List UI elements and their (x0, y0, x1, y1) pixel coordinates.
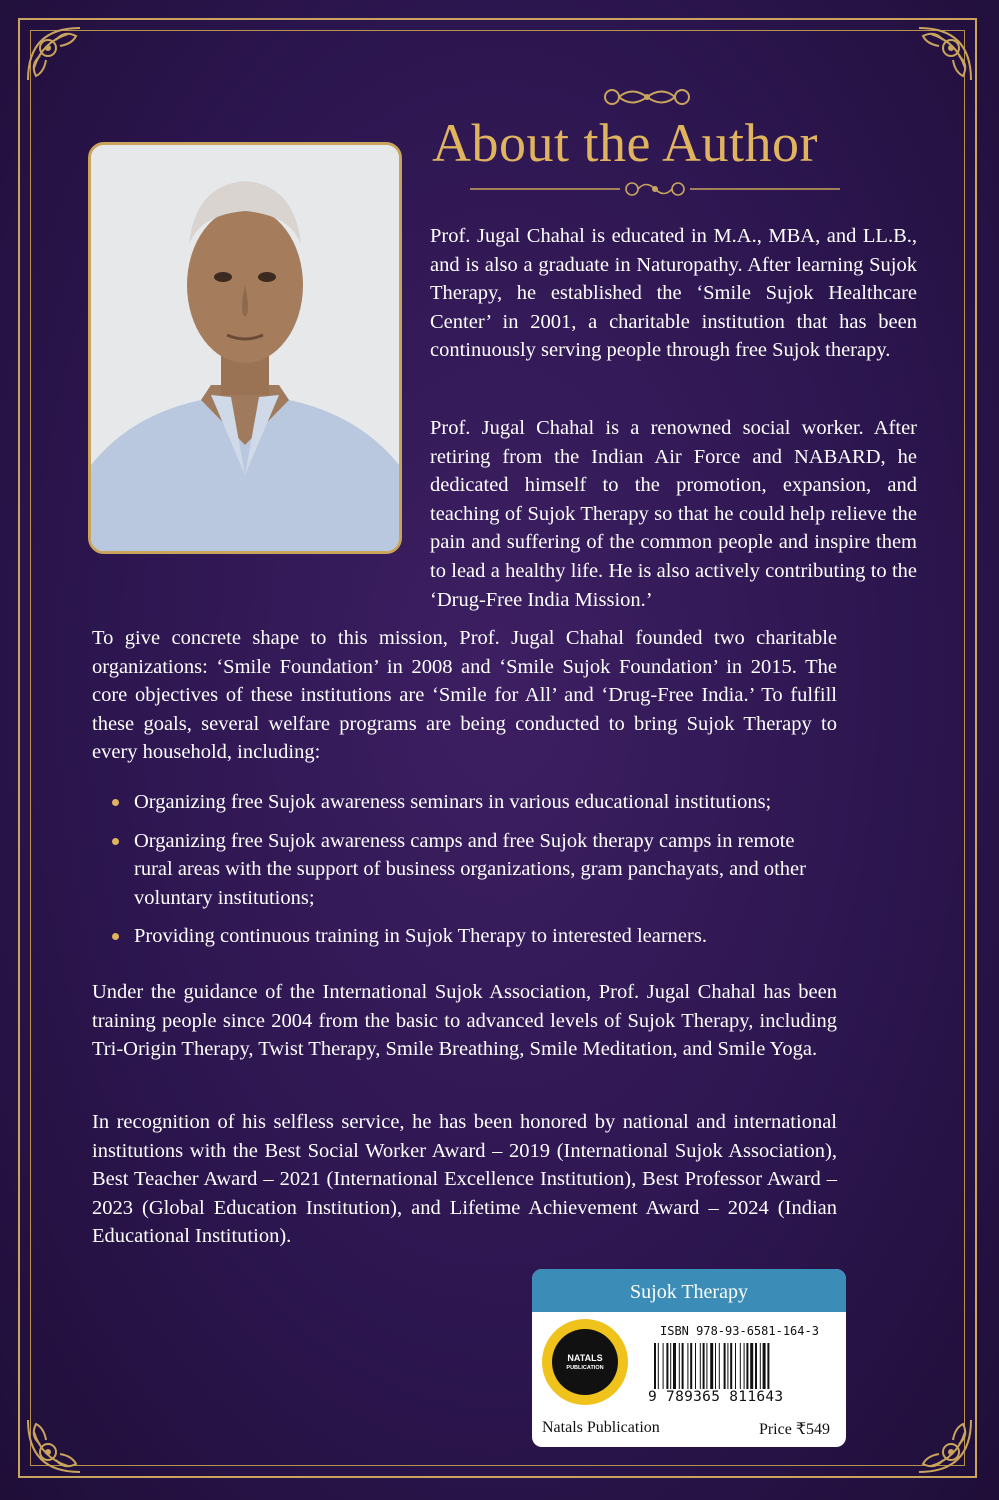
bio-paragraph-foundations: To give concrete shape to this mission, Prof. Jugal Chahal founded two charitable organizations: ‘Smile Foundation’ in 2008 and ‘Smile Sujok Foundation’ in 2015. The core objectives of these institutions are ‘Smile for All’ and ‘Drug-Free India.’ To fulfill these goals, several welfare programs are being conducted to bring Sujok Therapy to every household, including: (92, 627, 837, 764)
bullet-icon (112, 799, 119, 806)
list-item: Organizing free Sujok awareness seminars in various educational institutions; (110, 788, 838, 817)
list-item: Organizing free Sujok awareness camps and free Sujok therapy camps in remote rural areas with the support of business organizations, gram panchayats, and other voluntary institutions; (110, 827, 838, 913)
author-portrait-icon (91, 145, 399, 551)
bullet-icon (112, 933, 119, 940)
heading-flourish-top-icon (592, 84, 702, 110)
barcode-icon (652, 1343, 832, 1389)
barcode-number: 9 789365 811643 (648, 1389, 784, 1405)
corner-ornament-icon (20, 20, 110, 110)
heading-flourish-bottom-icon (470, 176, 840, 202)
book-price: Price ₹549 (758, 1421, 830, 1438)
isbn-number: ISBN 978-93-6581-164-3 (660, 1324, 819, 1338)
list-item: Providing continuous training in Sujok Therapy to interested learners. (110, 922, 838, 951)
author-photo (88, 142, 402, 554)
corner-ornament-icon (20, 1390, 110, 1480)
welfare-programs-list (110, 788, 838, 961)
page-title: About the Author (432, 113, 818, 173)
book-category-label: Sujok Therapy (532, 1269, 846, 1312)
bio-paragraph-training: Under the guidance of the International Sujok Association, Prof. Jugal Chahal has been training people since 2004 from the basic to advanced levels of Sujok Therapy, including Tri-Origin Therapy, Twist Therapy, Smile Breathing, Smile Meditation, and Smile Yoga. (92, 981, 837, 1061)
corner-ornament-icon (889, 20, 979, 110)
bullet-icon (112, 838, 119, 845)
bio-paragraph-education: Prof. Jugal Chahal is educated in M.A., MBA, and LL.B., and is also a graduate in Naturopathy. After learning Sujok Therapy, he established the ‘Smile Sujok Healthcare Center’ in 2001, a charitable institution that has been continuously serving people through free Sujok therapy. (430, 225, 917, 362)
isbn-barcode-box (532, 1269, 846, 1447)
corner-ornament-icon (889, 1390, 979, 1480)
publisher-logo: NATALS PUBLICATION (542, 1319, 628, 1405)
bio-paragraph-social-work: Prof. Jugal Chahal is a renowned social worker. After retiring from the Indian Air Force and NABARD, he dedicated himself to the promotion, expansion, and teaching of Sujok Therapy so that he could help relieve the pain and suffering of the common people and inspire them to lead a healthy life. He is also actively contributing to the ‘Drug-Free India Mission.’ (430, 417, 917, 611)
bio-paragraph-awards: In recognition of his selfless service, he has been honored by national and international institutions with the Best Social Worker Award – 2019 (International Sujok Association), Best Teacher Award – 2021 (International Excellence Institution), Best Professor Award – 2023 (Global Education Institution), and Lifetime Achievement Award – 2024 (Indian Educational Institution). (92, 1111, 837, 1248)
publisher-name: Natals Publication (542, 1419, 660, 1436)
